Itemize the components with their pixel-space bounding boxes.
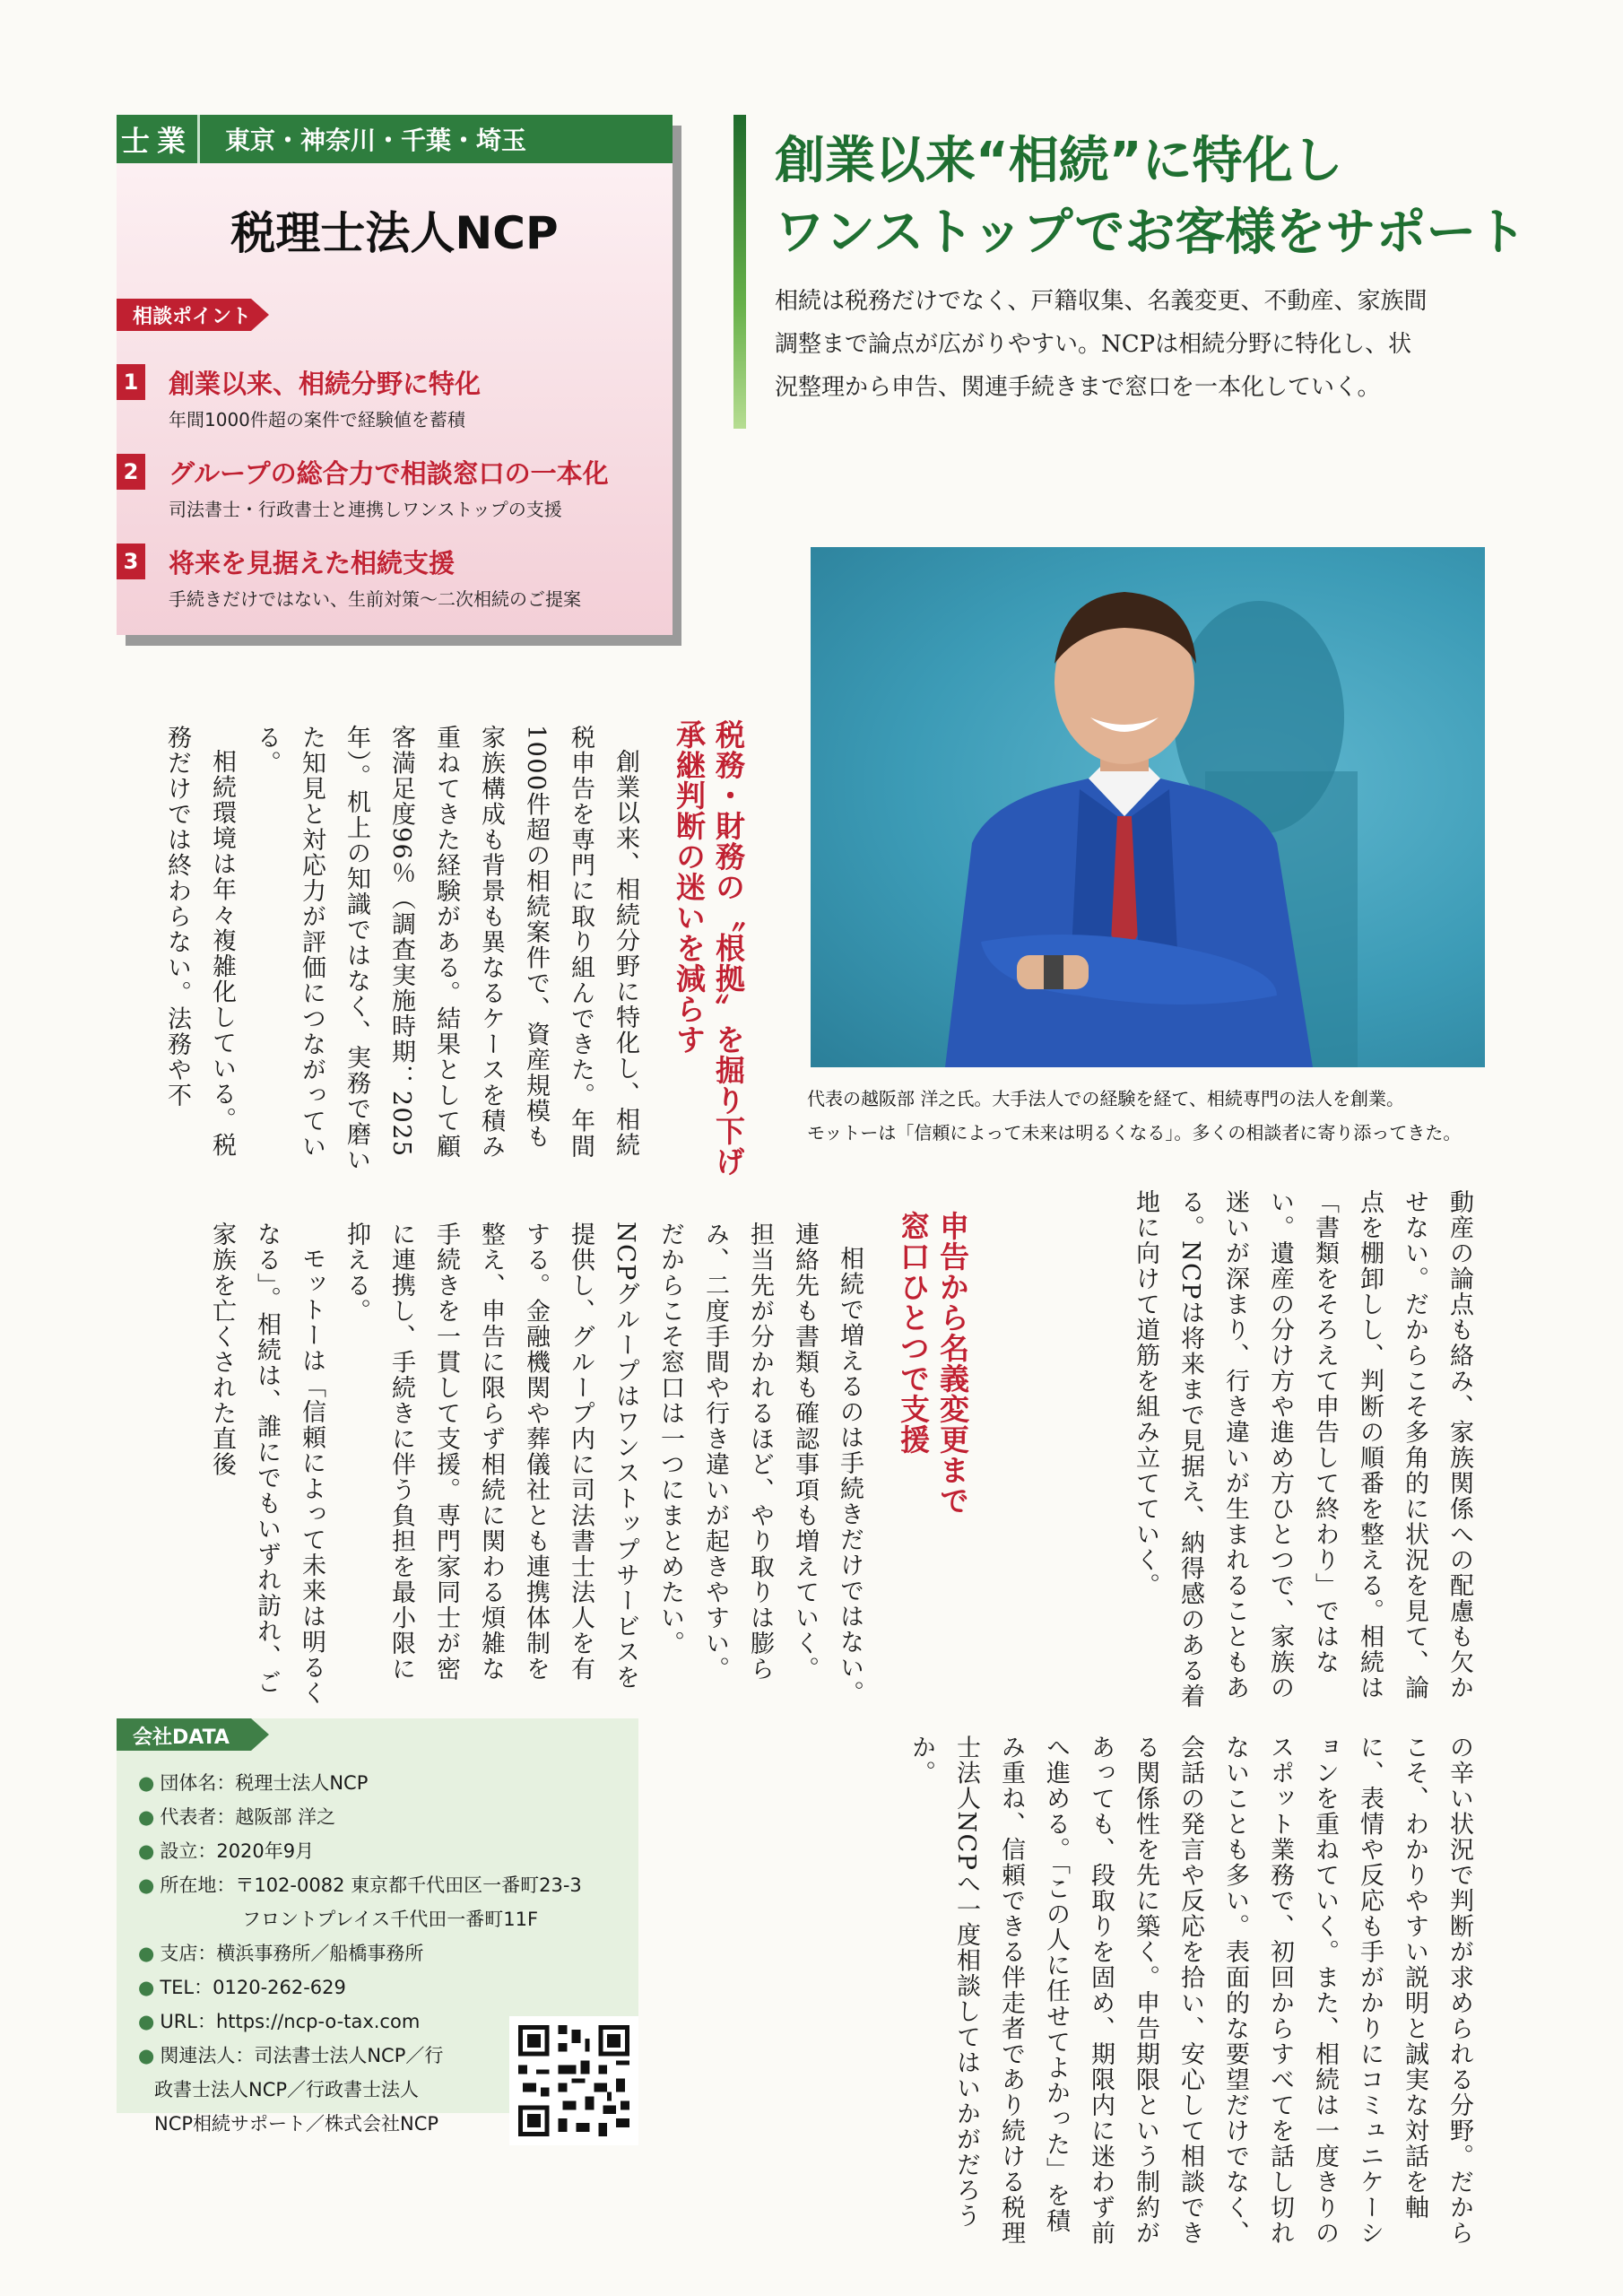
portrait-photo — [811, 547, 1485, 1067]
section-heading-line: 窓口ひとつで支援 — [896, 1211, 931, 1455]
consult-points-label: 相談ポイント — [133, 305, 252, 328]
article-paragraph: モットーは「信頼によって未来は明るくなる」。相続は、誰にでもいずれ訪れ、ご家族を亡くされた直後 — [208, 1222, 325, 1706]
article-paragraph: の辛い状況で判断が求められる分野。だからこそ、わかりやすい説明と誠実な対話を軸に、表情や反応も手がかりにコミュニケーションを重ねていく。また、相続は一度きりのスポット業務で、初回からすべてを話し切れないことも多い。表面的な要望だけでなく、会話の発言や反応を拾い、安心して相談できる関係性を先に築く。申告期限という制約があっても、段取りを固め、期限内に迷わず前へ進める。「この人に任せてよかった」を積み重ね、信頼できる伴走者であり続ける税理士法人NCPへ一度相談してはいかがだろうか。 — [907, 1735, 1473, 2246]
section-heading-1 — [669, 719, 748, 1177]
lead-line: 調整まで論点が広がりやすい。NCPは相続分野に特化し、状 — [775, 331, 1412, 358]
profile-box — [117, 115, 673, 635]
company-data-label: 会社DATA — [133, 1726, 230, 1749]
section-heading-line: 承継判断の迷いを減らす — [672, 719, 707, 1055]
company-row-related-2: 政書士法人NCP／行政書士法人 — [154, 2079, 420, 2100]
qr-code-icon[interactable] — [509, 2016, 638, 2145]
article-column-4 — [737, 1735, 1481, 2255]
point-description: 手続きだけではない、生前対策～二次相続のご提案 — [169, 588, 581, 610]
caption-line: モットーは「信頼によって未来は明るくなる」。多くの相談者に寄り添ってきた。 — [807, 1122, 1462, 1144]
section-heading-line: 申告から名義変更まで — [935, 1211, 970, 1516]
article-column-3 — [127, 1222, 872, 1706]
headline-line-2: ワンストップでお客様をサポート — [775, 204, 1527, 262]
category-label: 士業 — [117, 115, 200, 163]
company-row-related-3: NCP相続サポート／株式会社NCP — [154, 2113, 439, 2135]
article-paragraph: 相続環境は年々複雑化している。税務だけでは終わらない。法務や不 — [163, 725, 236, 1158]
point-number: 2 — [117, 454, 145, 490]
lead-line: 況整理から申告、関連手続きまで窓口を一本化していく。 — [775, 374, 1381, 401]
company-row-founded: ● 設立：2020年9月 — [138, 1840, 315, 1862]
company-row-address-2: フロントプレイス千代田一番町11F — [242, 1909, 539, 1930]
article-column-2 — [997, 1189, 1481, 1709]
company-row-address: ● 所在地：〒102-0082 東京都千代田区一番町23-3 — [138, 1874, 582, 1896]
company-row-branch: ● 支店：横浜事務所／船橋事務所 — [138, 1943, 424, 1964]
article-paragraph: 創業以来、相続分野に特化し、相続税申告を専門に取り組んできた。年間1000件超の相続案件で、資産規模も家族構成も背景も異なるケースを積み重ねてきた経験がある。結果として顧客満足度96％（調査実施時期：2025年）。机上の知識ではなく、実務で磨いた知見と対応力が評価につながっている。 — [253, 725, 639, 1173]
headline-line-1: 創業以来“相続”に特化し — [775, 132, 1343, 190]
lead-paragraph — [775, 280, 1483, 409]
consult-points-tag — [117, 299, 269, 331]
portrait-illustration — [811, 547, 1485, 1067]
point-description: 司法書士・行政書士と連携しワンストップの支援 — [169, 499, 562, 520]
caption-line: 代表の越阪部 洋之氏。大手法人での経験を経て、相続専門の法人を創業。 — [807, 1088, 1404, 1109]
company-row-representative: ● 代表者：越阪部 洋之 — [138, 1806, 336, 1828]
headline-accent-bar — [733, 115, 746, 429]
article-paragraph: 動産の論点も絡み、家族関係への配慮も欠かせない。だからこそ多角的に状況を見て、論点を棚卸しし、判断の順番を整える。相続は「書類をそろえて申告して終わり」ではない。遺産の分け方や進め方ひとつで、家族の迷いが深まり、行き違いが生まれることもある。NCPは将来まで見据え、納得感のある着地に向けて道筋を組み立てていく。 — [1132, 1189, 1473, 1709]
point-title: グループの総合力で相談窓口の一本化 — [169, 458, 609, 489]
company-data-tag — [117, 1718, 269, 1751]
point-number: 1 — [117, 364, 145, 400]
point-title: 将来を見据えた相続支援 — [169, 548, 456, 578]
company-row-name: ● 団体名：税理士法人NCP — [138, 1772, 369, 1794]
company-row-url[interactable]: ● URL：https://ncp-o-tax.com — [138, 2011, 421, 2032]
headline-title — [775, 126, 1526, 269]
article-column-1 — [127, 725, 647, 1173]
photo-caption — [807, 1082, 1461, 1150]
company-row-related: ● 関連法人：司法書士法人NCP／行 — [138, 2045, 444, 2066]
category-bar — [117, 115, 673, 163]
article-paragraph: 相続で増えるのは手続きだけではない。連絡先も書類も確認事項も増えていく。担当先が分かれるほど、やり取りは膨らみ、二度手間や行き違いが起きやすい。だからこそ窓口は一つにまとめたい。NCPグループはワンストップサービスを提供し、グループ内に司法書士法人を有する。金融機関や葬儀社とも連携体制を整え、申告に限らず相続に関わる煩雑な手続きを一貫して支援。専門家同士が密に連携し、手続きに伴う負担を最小限に抑える。 — [343, 1222, 864, 1706]
company-row-tel: ● TEL：0120-262-629 — [138, 1977, 346, 1998]
lead-line: 相続は税務だけでなく、戸籍収集、名義変更、不動産、家族間 — [775, 288, 1428, 315]
point-description: 年間1000件超の案件で経験値を蓄積 — [169, 409, 465, 430]
point-title: 創業以来、相続分野に特化 — [169, 369, 482, 399]
section-heading-line: 税務・財務の〝根拠〟を掘り下げ — [711, 719, 746, 1177]
section-heading-2 — [893, 1211, 972, 1713]
point-number: 3 — [117, 544, 145, 579]
category-region: 東京・神奈川・千葉・埼玉 — [225, 126, 527, 155]
firm-name: 税理士法人NCP — [230, 207, 559, 259]
